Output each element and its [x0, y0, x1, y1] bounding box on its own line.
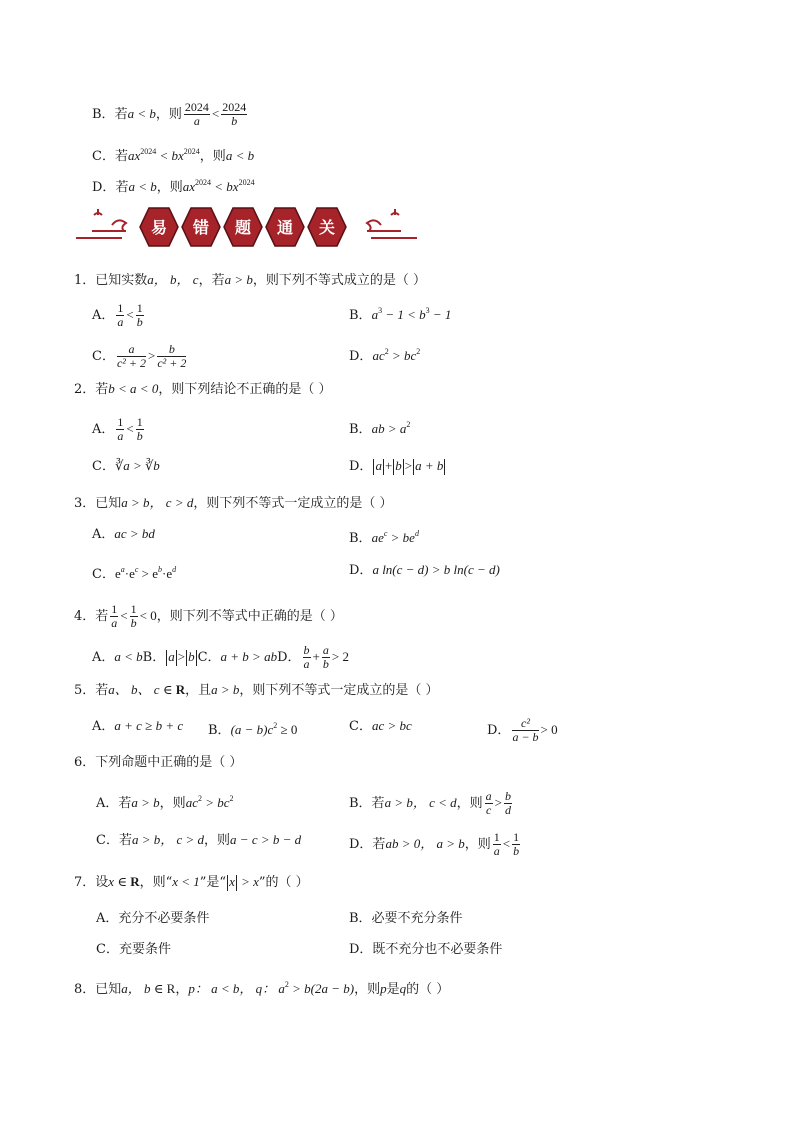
- text: 4．若: [74, 609, 109, 624]
- question-2-option-c: [92, 457, 160, 476]
- option-label: C．: [197, 650, 221, 665]
- option-label: B．: [92, 107, 115, 122]
- text: 若: [114, 107, 128, 122]
- denominator: a − b: [512, 730, 539, 744]
- fraction: [184, 101, 210, 128]
- question-5-option-b: [208, 717, 297, 740]
- text: ”是“: [199, 875, 227, 890]
- operator: +: [384, 458, 393, 473]
- option-label: D．若: [349, 837, 386, 852]
- option-label: D．: [349, 563, 373, 578]
- prev-option-c: [92, 143, 254, 166]
- abs-bar: [227, 875, 228, 891]
- text: ，则“: [139, 875, 173, 890]
- fraction: [493, 831, 501, 858]
- text: 6．下列命题中正确的是（ ）: [74, 755, 243, 770]
- denominator: a: [117, 429, 124, 443]
- relation: >: [404, 458, 413, 473]
- fraction: [221, 101, 247, 128]
- text: 若: [115, 180, 129, 195]
- exponent: 2: [406, 420, 411, 429]
- banner-left-ornament: [76, 209, 126, 238]
- fraction: [504, 790, 512, 817]
- question-6-option-a: [96, 790, 234, 813]
- fraction: [130, 603, 138, 630]
- math: p: [380, 981, 387, 996]
- text: ，则: [159, 796, 186, 811]
- numerator: b: [157, 343, 186, 357]
- math: e: [114, 566, 121, 581]
- question-1-option-a: [92, 302, 146, 329]
- question-3-stem: [74, 494, 393, 513]
- math: x: [108, 874, 115, 889]
- math: ac: [372, 348, 385, 363]
- math: ∈: [159, 682, 176, 697]
- denominator: c² + 2: [116, 356, 146, 370]
- question-4-options: [92, 644, 349, 671]
- option-label: B．若: [349, 796, 385, 811]
- option-label: B．: [349, 308, 372, 323]
- option-label: D．: [349, 459, 373, 474]
- math: a < b: [114, 649, 143, 664]
- denominator: c² + 2: [157, 356, 187, 370]
- question-7-option-d: D．既不充分也不必要条件: [349, 942, 503, 957]
- operator: +: [312, 649, 320, 664]
- question-3-option-a: [92, 525, 155, 544]
- math: a、 b、 c: [108, 682, 160, 697]
- math: x: [229, 874, 235, 889]
- question-6-option-d: [349, 831, 522, 858]
- option-label: A．: [92, 719, 115, 734]
- numerator: 1: [136, 301, 143, 315]
- denominator: c: [485, 803, 492, 817]
- denominator: b: [136, 315, 143, 329]
- math-set: R: [130, 874, 140, 889]
- denominator: a: [111, 616, 118, 630]
- math: > x: [237, 874, 259, 889]
- math: b: [188, 649, 195, 664]
- math: (a − b)c: [230, 722, 274, 737]
- text: ，则: [354, 982, 381, 997]
- abs-bar: [403, 459, 404, 475]
- abs-bar: [196, 650, 197, 666]
- math: q: [255, 981, 263, 996]
- denominator: b: [322, 657, 329, 671]
- denominator: b: [231, 114, 238, 128]
- exponent: 2024: [183, 147, 200, 156]
- section-banner: [74, 203, 419, 249]
- question-2-option-a: [92, 416, 146, 443]
- fraction: [136, 302, 144, 329]
- option-label: D．: [487, 723, 511, 738]
- exponent: 2: [416, 347, 421, 356]
- math: > bc: [388, 348, 417, 363]
- math: ax: [127, 148, 141, 163]
- math: ∈: [114, 874, 131, 889]
- denominator: a: [193, 114, 200, 128]
- text: ，则: [464, 837, 491, 852]
- math: a， b: [121, 981, 151, 996]
- question-7-option-c: C．充要条件: [96, 942, 171, 957]
- fraction: [322, 644, 330, 671]
- numerator: a: [485, 789, 492, 803]
- banner-char: 错: [192, 218, 210, 237]
- math: > e: [138, 566, 159, 581]
- question-1-stem: [74, 271, 426, 290]
- math: a， b， c: [147, 272, 199, 287]
- math: ab > a: [371, 421, 407, 436]
- prev-option-d: [92, 174, 255, 197]
- text: 3．已知: [74, 496, 122, 511]
- option-label: D．: [349, 349, 373, 364]
- question-7-option-b: B．必要不充分条件: [349, 911, 463, 926]
- question-4-stem: [74, 603, 343, 630]
- math: a < b: [225, 148, 255, 163]
- question-1-option-c: [92, 343, 188, 370]
- denominator: a: [117, 315, 124, 329]
- denominator: a: [303, 657, 310, 671]
- question-2-stem: [74, 380, 331, 399]
- numerator: b: [505, 789, 511, 803]
- denominator: b: [130, 616, 137, 630]
- math: ≥ 0: [277, 722, 298, 737]
- relation: >: [177, 649, 186, 664]
- denominator: d: [505, 803, 511, 817]
- banner-right-ornament: [367, 209, 417, 238]
- banner-char: 易: [150, 218, 168, 237]
- numerator: c²: [512, 717, 538, 731]
- math-set: R: [175, 682, 186, 697]
- text: ”的（ ）: [258, 875, 309, 890]
- numerator: 2024: [222, 100, 247, 114]
- math: a: [168, 649, 175, 664]
- denominator: b: [136, 429, 143, 443]
- option-label: B．: [142, 650, 166, 665]
- fraction: [116, 302, 124, 329]
- math: a + b > ab: [220, 649, 278, 664]
- exponent: d: [414, 529, 419, 538]
- text: ，则下列不等式中正确的是（ ）: [156, 609, 343, 624]
- question-5-option-c: [349, 717, 412, 736]
- abs-bar: [176, 650, 177, 666]
- math: a > b， c < d: [384, 795, 457, 810]
- numerator: 1: [117, 301, 124, 315]
- text: 若: [114, 149, 128, 164]
- option-label: A．: [92, 527, 115, 542]
- exponent: 2: [229, 794, 234, 803]
- fraction: [116, 416, 124, 443]
- fraction: [485, 790, 493, 817]
- math: ax: [182, 179, 196, 194]
- text: ，则: [204, 833, 231, 848]
- math: ac > bd: [114, 526, 155, 541]
- text: ，且: [185, 683, 212, 698]
- text: ，则: [456, 796, 483, 811]
- text: ，则: [155, 107, 182, 122]
- option-label: A．若: [96, 796, 132, 811]
- option-label: C．: [92, 459, 115, 474]
- option-label: D．: [277, 650, 301, 665]
- exponent: 2: [284, 980, 289, 989]
- numerator: 1: [493, 830, 500, 844]
- fraction: [136, 416, 144, 443]
- exponent: c: [383, 529, 388, 538]
- relation: <: [126, 421, 134, 436]
- relation: >: [494, 795, 502, 810]
- exponent: 3: [425, 306, 430, 315]
- math: ： a < b，: [194, 981, 256, 996]
- question-3-option-d: [349, 561, 500, 580]
- math: ab > 0， a > b: [385, 836, 465, 851]
- banner-char: 题: [234, 218, 252, 237]
- abs-bar: [444, 459, 445, 475]
- exponent: a: [120, 565, 125, 574]
- numerator: a: [117, 343, 146, 357]
- text: 8．已知: [74, 982, 122, 997]
- math: x < 1: [172, 874, 200, 889]
- banner-char: 通: [276, 218, 294, 237]
- option-label: C．: [92, 567, 115, 582]
- question-5-option-d: [487, 717, 558, 744]
- abs-bar: [186, 650, 187, 666]
- text: ，则下列结论不正确的是（ ）: [158, 382, 332, 397]
- text: ，若: [198, 273, 225, 288]
- option-label: B．: [208, 723, 231, 738]
- question-6-option-c: [96, 831, 301, 850]
- exponent: 2: [384, 347, 389, 356]
- option-label: B．: [349, 422, 372, 437]
- exponent: d: [172, 565, 177, 574]
- text: 7．设: [74, 875, 109, 890]
- math: ： a: [262, 981, 285, 996]
- math: ·e: [162, 566, 173, 581]
- option-label: D．: [92, 180, 116, 195]
- math: a: [371, 307, 379, 322]
- exponent: 2024: [238, 178, 255, 187]
- fraction: [157, 343, 186, 370]
- exponent: c: [134, 565, 139, 574]
- exponent: 2024: [195, 178, 212, 187]
- math: b < a < 0: [108, 381, 159, 396]
- math: ae: [371, 530, 384, 545]
- math: > 0: [540, 722, 558, 737]
- math: > be: [387, 530, 415, 545]
- prev-option-b: [92, 101, 249, 128]
- math: ∛a > ∛b: [114, 458, 160, 473]
- math: a: [375, 458, 382, 473]
- fraction: [110, 603, 118, 630]
- option-label: C．: [92, 349, 115, 364]
- numerator: a: [322, 643, 329, 657]
- question-5-stem: [74, 681, 439, 700]
- math: q: [399, 981, 407, 996]
- math: a + b: [415, 458, 444, 473]
- option-label: A．: [92, 308, 115, 323]
- question-8-stem: [74, 976, 449, 999]
- math: ·e: [124, 566, 135, 581]
- text: 2．若: [74, 382, 109, 397]
- exponent: 2: [273, 721, 278, 730]
- option-label: B．: [349, 531, 372, 546]
- math: > bc: [201, 795, 230, 810]
- math: a + c ≥ b + c: [114, 718, 184, 733]
- fraction: [117, 343, 146, 370]
- option-label: C．: [92, 149, 115, 164]
- math: a − c > b − d: [230, 832, 302, 847]
- numerator: 1: [117, 415, 124, 429]
- abs-bar: [383, 459, 384, 475]
- numerator: 1: [513, 830, 520, 844]
- option-label: C．若: [96, 833, 132, 848]
- math: < 0: [139, 608, 157, 623]
- question-2-option-d: [349, 457, 446, 476]
- math: ac: [185, 795, 198, 810]
- option-label: A．: [92, 650, 115, 665]
- numerator: 1: [130, 602, 137, 616]
- option-label: A．: [92, 422, 115, 437]
- numerator: b: [303, 643, 310, 657]
- question-1-option-b: [349, 302, 451, 325]
- abs-bar: [413, 459, 414, 475]
- math: a < b: [127, 106, 156, 121]
- abs-bar: [236, 875, 237, 891]
- text: ，则: [199, 149, 226, 164]
- question-3-option-c: [92, 561, 176, 584]
- fraction: [303, 644, 311, 671]
- relation: <: [211, 106, 220, 121]
- fraction: [512, 717, 538, 744]
- relation: <: [502, 836, 511, 851]
- question-7-option-a: A．充分不必要条件: [96, 911, 210, 926]
- question-6-option-b: [349, 790, 514, 817]
- math: ∈ R，: [150, 981, 189, 996]
- option-label: C．: [349, 719, 372, 734]
- math: a ln(c − d) > b ln(c − d): [372, 562, 500, 577]
- math: ac > bc: [371, 718, 412, 733]
- math: < bx: [211, 179, 239, 194]
- text: ，则下列不等式一定成立的是（ ）: [239, 683, 439, 698]
- math: b: [395, 458, 402, 473]
- math: a > b: [211, 682, 240, 697]
- exponent: 2024: [140, 147, 157, 156]
- question-3-option-b: [349, 525, 419, 548]
- math: a < b: [128, 179, 157, 194]
- math: > 2: [331, 649, 349, 664]
- relation: >: [147, 348, 156, 363]
- math: − 1 < b: [382, 307, 426, 322]
- text: 是: [386, 982, 400, 997]
- exponent: b: [158, 565, 163, 574]
- question-1-option-d: [349, 343, 420, 366]
- text: 1．已知实数: [74, 273, 148, 288]
- numerator: 1: [136, 415, 143, 429]
- math: a > b， c > d: [131, 832, 205, 847]
- math: > b(2a − b): [288, 981, 355, 996]
- math: a > b: [224, 272, 253, 287]
- relation: <: [126, 307, 134, 322]
- math: a > b: [131, 795, 160, 810]
- math: < bx: [156, 148, 184, 163]
- question-6-stem: [74, 754, 242, 772]
- numerator: 1: [111, 602, 118, 616]
- fraction: [512, 831, 520, 858]
- relation: <: [120, 608, 128, 623]
- text: ，则下列不等式成立的是（ ）: [252, 273, 426, 288]
- text: 5．若: [74, 683, 109, 698]
- numerator: 2024: [184, 100, 209, 114]
- math: a > b， c > d: [121, 495, 194, 510]
- exponent: 2: [197, 794, 202, 803]
- math: p: [188, 981, 195, 996]
- denominator: b: [513, 844, 520, 858]
- question-7-stem: [74, 873, 309, 892]
- text: 的（ ）: [406, 982, 450, 997]
- text: ，则下列不等式一定成立的是（ ）: [193, 496, 393, 511]
- question-5-option-a: [92, 717, 183, 736]
- exponent: 3: [378, 306, 383, 315]
- text: ，则: [156, 180, 183, 195]
- math: − 1: [429, 307, 452, 322]
- denominator: a: [493, 844, 500, 858]
- question-2-option-b: [349, 416, 410, 439]
- banner-char: 关: [318, 218, 336, 237]
